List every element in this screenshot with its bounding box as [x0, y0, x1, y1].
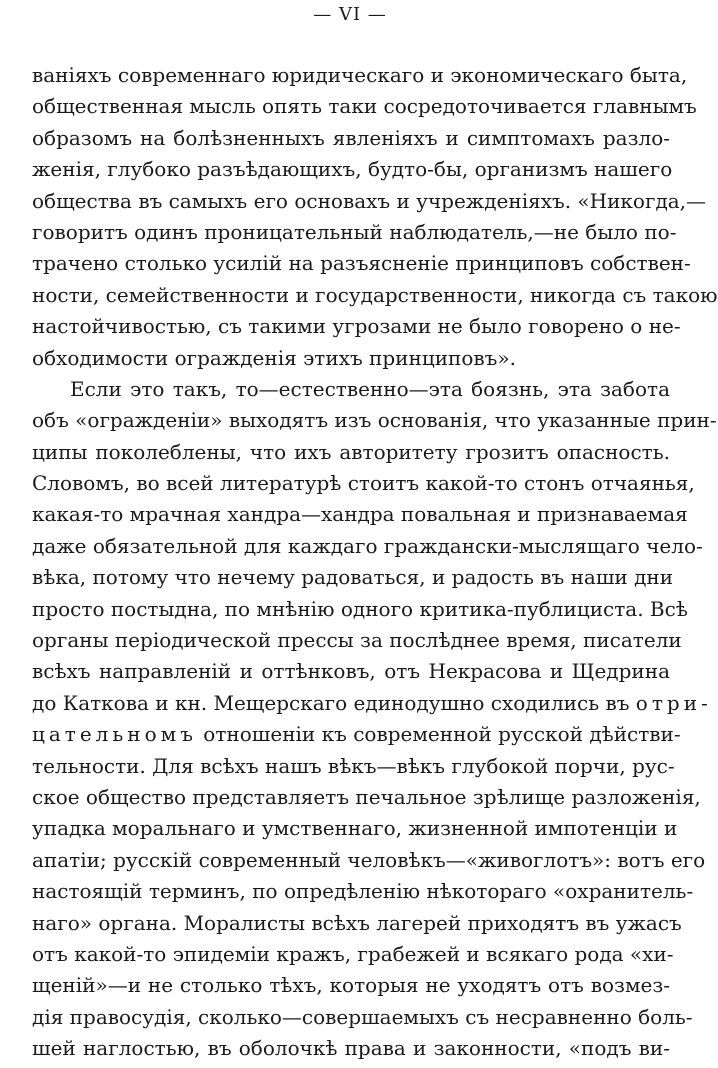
text-line: просто постыдна, по мнѣнію одного критика-публициста. Всѣ	[32, 596, 688, 621]
text-line: говоритъ одинъ проницательный наблюдатель,—не было по-	[32, 219, 677, 244]
text-line	[32, 719, 681, 750]
text-line: объ «огражденіи» выходятъ изъ основанія, что указанные прин-	[32, 408, 717, 433]
text-line: ности, семейственности и государственности, никогда съ такою	[32, 282, 718, 307]
text-line: тельности. Для всѣхъ нашъ вѣкъ—вѣкъ глубокой порчи, рус-	[32, 753, 675, 778]
text-line: обходимости огражденія этихъ принциповъ».	[32, 345, 516, 370]
text-line: женія, глубоко разъѣдающихъ, будто-бы, организмъ нашего	[32, 157, 673, 182]
text-line: всѣхъ направленій и оттѣнковъ, отъ Некрасова и Щедрина	[32, 659, 670, 684]
text-line: щеній»—и не столько тѣхъ, которыя не уходятъ отъ возмез-	[32, 973, 670, 998]
text-line: отъ какой-то эпидеміи кражъ, грабежей и всякаго рода «хи-	[32, 941, 674, 966]
text-line: Словомъ, во всей литературѣ стоитъ какой-то стонъ отчаянья,	[32, 471, 695, 496]
text-segment: до Каткова и кн. Мещерскаго единодушно сходились въ	[32, 690, 630, 715]
text-line: общественная мысль опять таки сосредоточивается главнымъ	[32, 94, 697, 119]
text-segment: отношеніи къ современной русской дѣйстви-	[203, 722, 681, 747]
text-line: шей наглостью, въ оболочкѣ права и законности, «подъ ви-	[32, 1036, 670, 1061]
text-line: апатіи; русскій современный человѣкъ—«живоглотъ»: вотъ его	[32, 847, 706, 872]
text-line: трачено столько усилій на разъясненіе принциповъ собствен-	[32, 251, 691, 276]
text-line: наго» органа. Моралисты всѣхъ лагерей приходятъ въ ужасъ	[32, 910, 682, 935]
text-line: образомъ на болѣзненныхъ явленіяхъ и симптомахъ разло-	[32, 125, 670, 150]
text-line: Если это такъ, то—естественно—эта боязнь, эта забота	[70, 376, 670, 401]
text-line: ское общество представляетъ печальное зрѣлище разложенія,	[32, 784, 701, 809]
text-line	[32, 688, 712, 719]
emphasis-text: отри-	[635, 690, 712, 715]
page-number: — VI —	[313, 4, 387, 25]
text-line: даже обязательной для каждаго граждански-мыслящаго чело-	[32, 533, 703, 558]
text-line: какая-то мрачная хандра—хандра повальная и признаваемая	[32, 502, 688, 527]
text-line: вѣка, потому что нечему радоваться, и радость въ наши дни	[32, 565, 674, 590]
text-line: ципы поколеблены, что ихъ авторитету грозитъ опасность.	[32, 439, 670, 464]
text-line: ваніяхъ современнаго юридическаго и экономическаго быта,	[32, 63, 688, 87]
text-line: настойчивостью, съ такими угрозами не было говорено о не-	[32, 314, 681, 339]
text-line: настоящій терминъ, по опредѣленію нѣкотораго «охранитель-	[32, 879, 694, 904]
text-line: дія правосудія, сколько—совершаемыхъ съ несравненно боль-	[32, 1004, 693, 1029]
text-line: упадка моральнаго и умственнаго, жизненной импотенціи и	[32, 816, 678, 841]
text-line: органы періодической прессы за послѣднее время, писатели	[32, 628, 682, 653]
body-text	[32, 60, 718, 1065]
emphasis-text: цательномъ	[32, 722, 197, 747]
text-line: общества въ самыхъ его основахъ и учрежденіяхъ. «Никогда,—	[32, 188, 707, 213]
